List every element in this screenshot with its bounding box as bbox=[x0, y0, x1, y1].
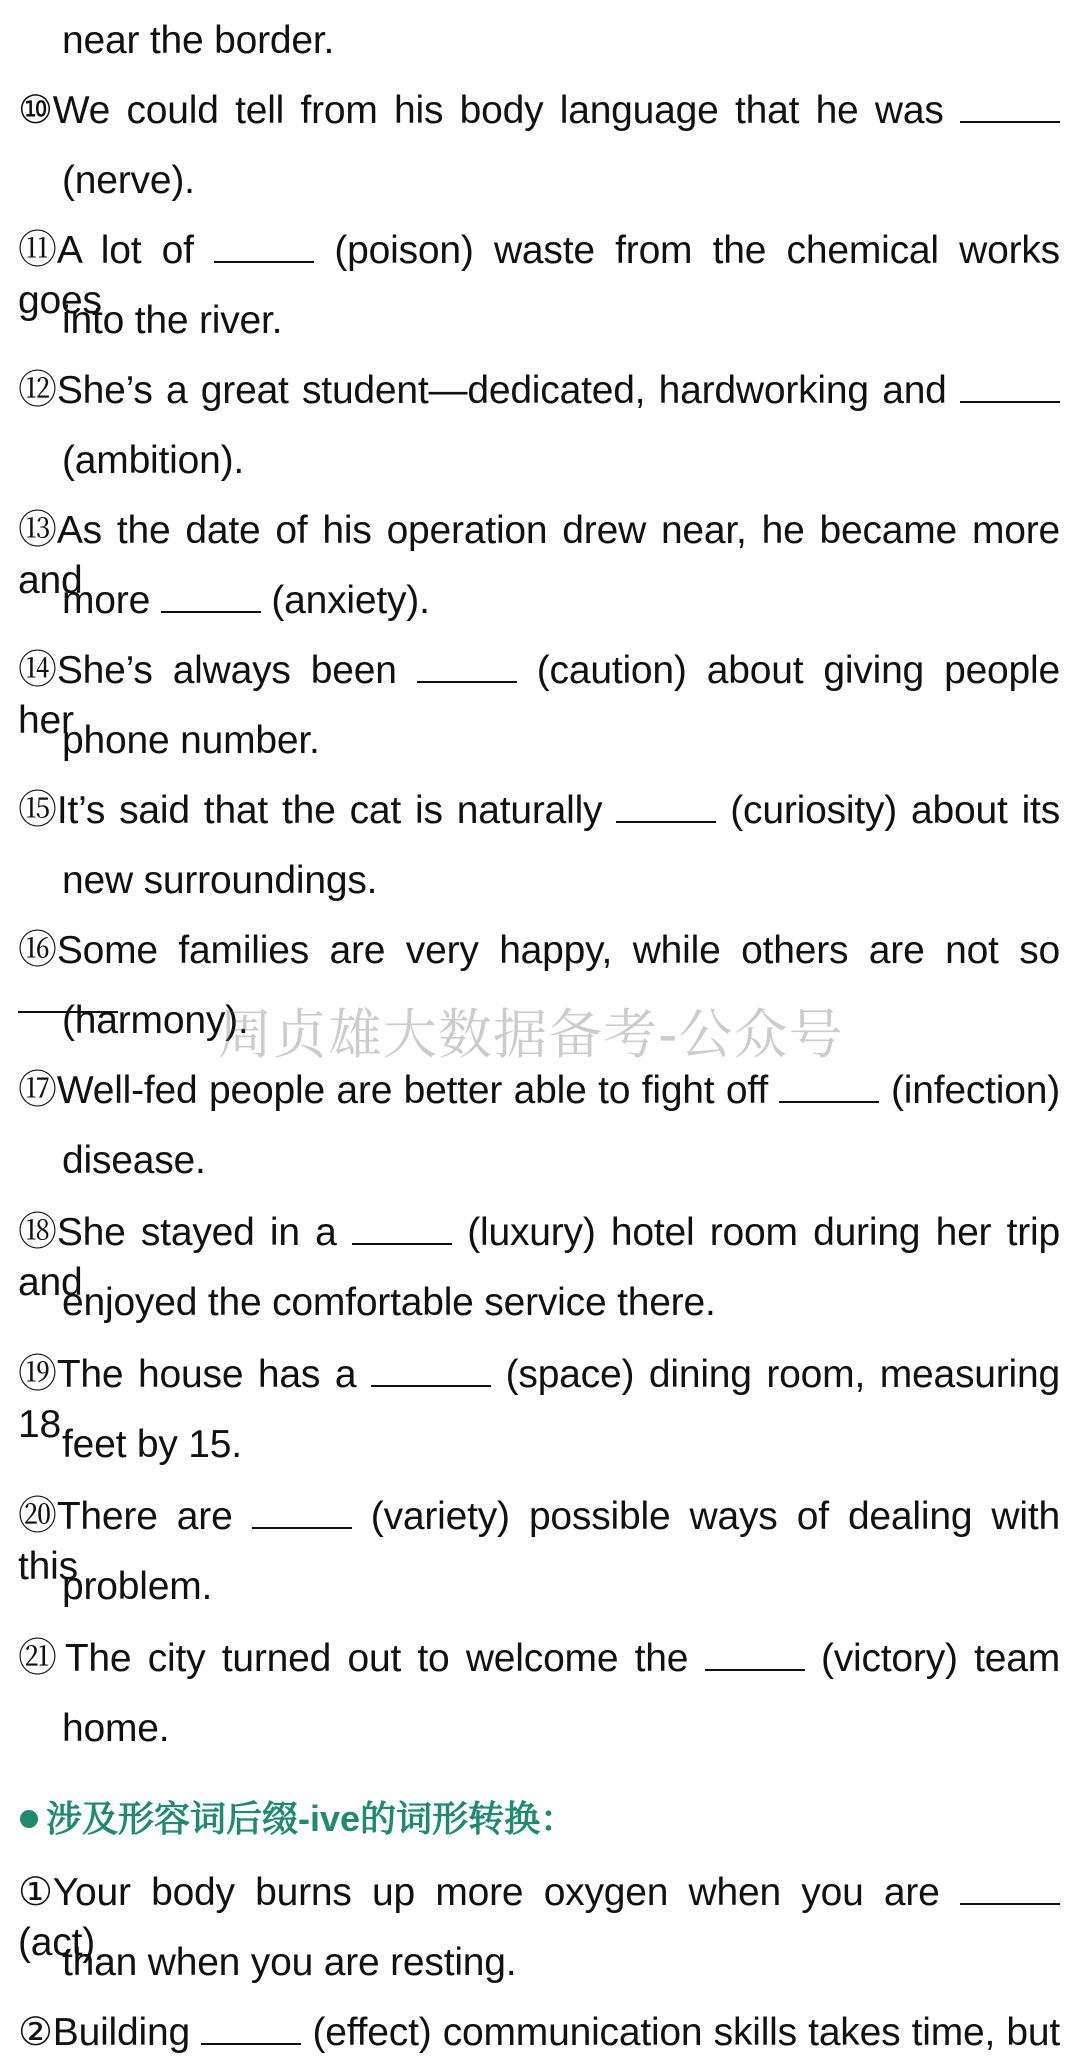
question-20-line-1: ⑳There are (variety) possible ways of dealing with this bbox=[18, 1492, 1060, 1592]
question-19-line-1: ⑲The house has a (space) dining room, measuring 18 bbox=[18, 1350, 1060, 1450]
question-19-line-2: feet by 15. bbox=[62, 1423, 242, 1466]
question-12-line-2: (ambition). bbox=[62, 439, 245, 482]
answer-blank[interactable] bbox=[616, 791, 716, 823]
question-12-line-1: ⑫She’s a great student—dedicated, hardworking and bbox=[18, 366, 1060, 416]
exercise-1-line-2: than when you are resting. bbox=[62, 1941, 517, 1984]
answer-blank[interactable] bbox=[705, 1639, 805, 1671]
answer-blank[interactable] bbox=[417, 651, 517, 683]
question-17-line-1: ⑰Well-fed people are better able to fight off (infection) bbox=[18, 1066, 1060, 1116]
question-number: ㉑ bbox=[18, 1637, 57, 1680]
question-number: ① bbox=[18, 1871, 53, 1914]
answer-blank[interactable] bbox=[960, 91, 1060, 123]
section-heading: 涉及形容词后缀-ive的词形转换： bbox=[20, 1794, 576, 1844]
exercise-1-line-1: ①Your body burns up more oxygen when you are (act) bbox=[18, 1868, 1060, 1968]
answer-blank[interactable] bbox=[161, 581, 261, 613]
question-number: ⑫ bbox=[18, 369, 57, 412]
question-14-line-2: phone number. bbox=[62, 719, 320, 762]
question-number: ⑬ bbox=[18, 509, 57, 552]
question-number: ⑮ bbox=[18, 789, 57, 832]
question-16-line-1: ⑯Some families are very happy, while others are not so bbox=[18, 926, 1060, 1026]
question-16-line-2: (harmony). bbox=[62, 999, 249, 1042]
answer-blank[interactable] bbox=[960, 1873, 1060, 1905]
answer-blank[interactable] bbox=[201, 2013, 301, 2045]
question-18-line-2: enjoyed the comfortable service there. bbox=[62, 1281, 716, 1324]
question-number: ⑩ bbox=[18, 89, 53, 132]
question-14-line-1: ⑭She’s always been (caution) about giving people her bbox=[18, 646, 1060, 746]
question-17-line-2: disease. bbox=[62, 1139, 206, 1182]
answer-blank[interactable] bbox=[371, 1355, 491, 1387]
question-20-line-2: problem. bbox=[62, 1565, 213, 1608]
question-number: ⑱ bbox=[18, 1211, 57, 1254]
answer-blank[interactable] bbox=[352, 1213, 452, 1245]
question-number: ⑭ bbox=[18, 649, 57, 692]
question-21-line-1: ㉑ The city turned out to welcome the (victory) team bbox=[18, 1634, 1060, 1684]
answer-blank[interactable] bbox=[779, 1071, 879, 1103]
question-15-line-2: new surroundings. bbox=[62, 859, 378, 902]
bullet-icon bbox=[20, 1810, 38, 1828]
question-number: ⑰ bbox=[18, 1069, 57, 1112]
question-10-line-2: (nerve). bbox=[62, 159, 195, 202]
watermark-text: 周贞雄大数据备考-公众号 bbox=[218, 1003, 844, 1066]
question-number: ⑪ bbox=[18, 229, 57, 272]
question-11-line-1: ⑪A lot of (poison) waste from the chemical works goes bbox=[18, 226, 1060, 326]
question-number: ⑳ bbox=[18, 1495, 57, 1538]
question-13-line-2: more (anxiety). bbox=[62, 579, 430, 622]
answer-blank[interactable] bbox=[960, 371, 1060, 403]
question-18-line-1: ⑱She stayed in a (luxury) hotel room during her trip and bbox=[18, 1208, 1060, 1308]
question-number: ⑯ bbox=[18, 929, 57, 972]
question-21-line-2: home. bbox=[62, 1707, 170, 1750]
exercise-2-line-1: ②Building (effect) communication skills takes time, but bbox=[18, 2008, 1060, 2058]
answer-blank[interactable] bbox=[214, 231, 314, 263]
question-number: ② bbox=[18, 2011, 53, 2054]
question-13-line-1: ⑬As the date of his operation drew near, he became more and bbox=[18, 506, 1060, 606]
question-number: ⑲ bbox=[18, 1353, 57, 1396]
text-line: near the border. bbox=[62, 19, 335, 62]
question-15-line-1: ⑮It’s said that the cat is naturally (curiosity) about its bbox=[18, 786, 1060, 836]
question-10-line-1: ⑩We could tell from his body language that he was bbox=[18, 86, 1060, 136]
question-11-line-2: into the river. bbox=[62, 299, 283, 342]
answer-blank[interactable] bbox=[252, 1497, 352, 1529]
